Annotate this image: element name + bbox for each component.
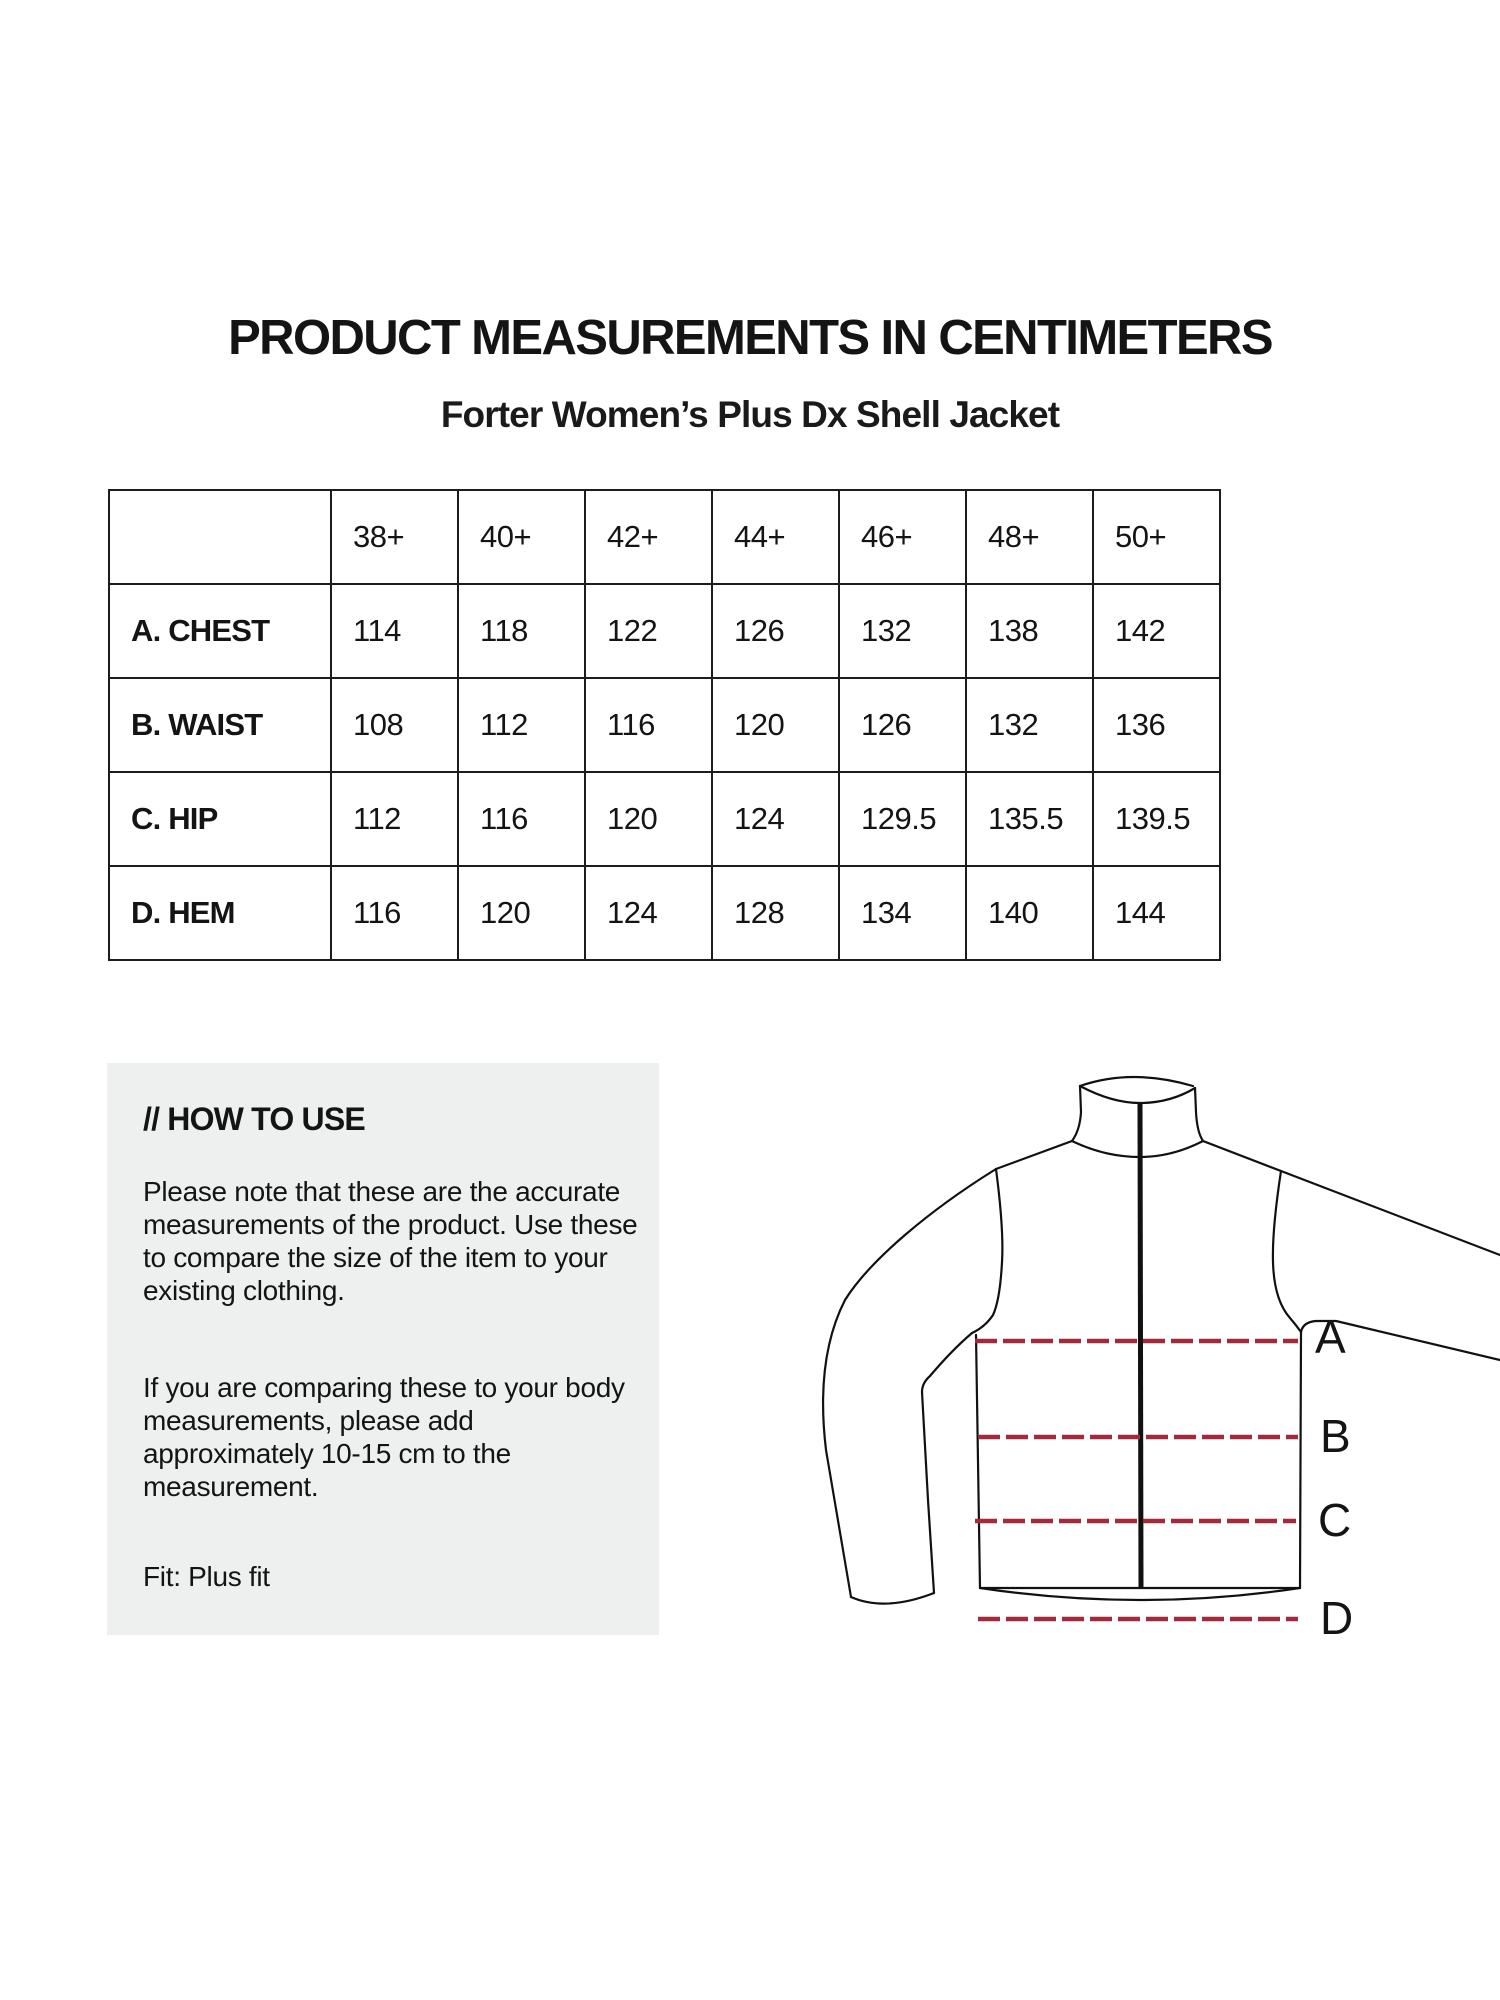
table-cell: 122	[585, 584, 712, 678]
table-cell: 118	[458, 584, 585, 678]
left-sleeve-outer	[823, 1169, 996, 1597]
size-header-row	[109, 490, 1220, 584]
table-cell: 134	[839, 866, 966, 960]
collar-right-side	[1195, 1088, 1203, 1141]
how-to-use-paragraph-2: If you are comparing these to your body measurements, please add approximately 10-15 cm to the measurement.	[143, 1372, 625, 1502]
table-row-chest	[109, 584, 1220, 678]
page-title: PRODUCT MEASUREMENTS IN CENTIMETERS	[228, 311, 1272, 365]
left-sleeve-inner	[922, 1333, 972, 1593]
table-cell: 136	[1093, 678, 1220, 772]
marker-b: B	[1320, 1410, 1351, 1462]
table-cell: 124	[585, 866, 712, 960]
right-armhole-seam	[1273, 1171, 1301, 1332]
table-cell: 120	[712, 678, 839, 772]
table-cell: 139.5	[1093, 772, 1220, 866]
body-left-side	[976, 1335, 980, 1588]
table-cell: 144	[1093, 866, 1220, 960]
marker-a: A	[1315, 1311, 1346, 1363]
table-cell: 116	[331, 866, 458, 960]
table-cell: 108	[331, 678, 458, 772]
body-right-side	[1300, 1332, 1301, 1588]
right-shoulder-sleeve-top	[1203, 1141, 1500, 1255]
size-header-48: 48+	[966, 490, 1093, 584]
table-cell: 132	[839, 584, 966, 678]
table-cell: 126	[712, 584, 839, 678]
size-header-42: 42+	[585, 490, 712, 584]
fit-type: Fit: Plus fit	[143, 1561, 270, 1592]
row-label: D. HEM	[109, 866, 331, 960]
table-cell: 116	[458, 772, 585, 866]
table-row-waist	[109, 678, 1220, 772]
left-armhole-seam	[972, 1169, 1002, 1333]
left-shoulder	[996, 1141, 1072, 1169]
size-header-46: 46+	[839, 490, 966, 584]
collar-left-side	[1072, 1086, 1081, 1141]
size-header-44: 44+	[712, 490, 839, 584]
marker-d: D	[1320, 1592, 1354, 1644]
table-cell: 140	[966, 866, 1093, 960]
table-cell: 112	[458, 678, 585, 772]
table-cell: 114	[331, 584, 458, 678]
table-row-hem	[109, 866, 1220, 960]
zipper-line	[1140, 1103, 1141, 1588]
table-cell: 124	[712, 772, 839, 866]
table-cell: 116	[585, 678, 712, 772]
hem-curve	[980, 1588, 1300, 1600]
row-label: A. CHEST	[109, 584, 331, 678]
collar-bottom	[1072, 1141, 1203, 1157]
table-cell: 142	[1093, 584, 1220, 678]
marker-c: C	[1318, 1494, 1352, 1546]
table-cell: 138	[966, 584, 1093, 678]
row-label: B. WAIST	[109, 678, 331, 772]
size-header-50: 50+	[1093, 490, 1220, 584]
table-cell: 112	[331, 772, 458, 866]
table-cell: 132	[966, 678, 1093, 772]
header-corner-cell	[109, 490, 331, 584]
size-header-40: 40+	[458, 490, 585, 584]
collar-top	[1080, 1077, 1193, 1086]
product-name: Forter Women’s Plus Dx Shell Jacket	[440, 394, 1060, 435]
table-cell: 129.5	[839, 772, 966, 866]
size-header-38: 38+	[331, 490, 458, 584]
collar-inner	[1080, 1086, 1195, 1103]
table-cell: 120	[458, 866, 585, 960]
row-label: C. HIP	[109, 772, 331, 866]
table-cell: 128	[712, 866, 839, 960]
table-cell: 120	[585, 772, 712, 866]
how-to-use-heading: // HOW TO USE	[143, 1101, 365, 1137]
table-cell: 126	[839, 678, 966, 772]
how-to-use-panel	[107, 1063, 659, 1635]
how-to-use-paragraph-1: Please note that these are the accurate measurements of the product. Use these to compare the size of the item to your existing clothing.	[143, 1176, 638, 1306]
table-cell: 135.5	[966, 772, 1093, 866]
left-sleeve-cuff	[851, 1593, 934, 1604]
table-row-hip	[109, 772, 1220, 866]
size-table	[108, 489, 1221, 961]
